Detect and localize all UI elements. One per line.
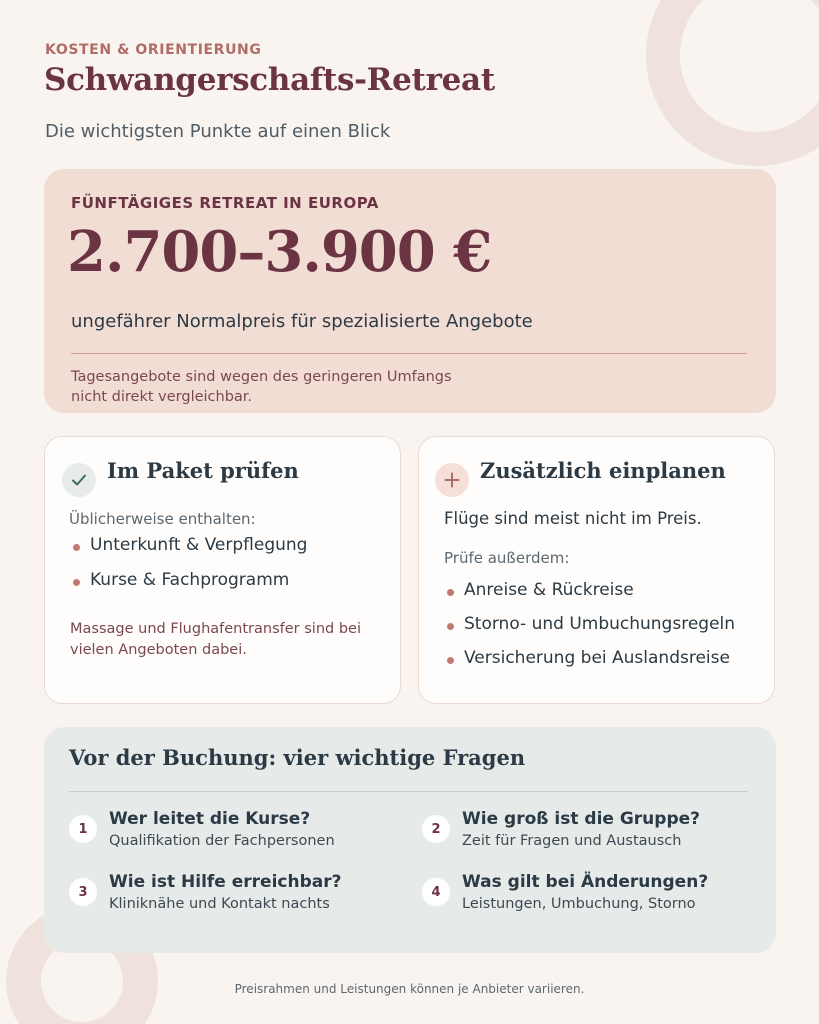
list-item	[444, 614, 735, 648]
included-list	[70, 535, 307, 605]
bullet-icon	[447, 623, 454, 630]
plus-icon	[435, 463, 469, 497]
price-card	[44, 169, 776, 413]
page-title: Schwangerschafts-Retreat	[44, 62, 495, 98]
bullet-icon	[73, 544, 80, 551]
check-icon	[62, 463, 96, 497]
bullet-icon	[447, 589, 454, 596]
footer-note: Preisrahmen und Leistungen können je Anbieter variieren.	[234, 982, 585, 996]
question-detail: Zeit für Fragen und Austausch	[462, 833, 682, 849]
list-item-label: Versicherung bei Auslandsreise	[464, 648, 730, 668]
included-lead: Üblicherweise enthalten:	[69, 510, 256, 528]
price-label: FÜNFTÄGIGES RETREAT IN EUROPA	[71, 194, 379, 212]
extra-sub: Prüfe außerdem:	[444, 549, 570, 567]
extra-title: Zusätzlich einplanen	[480, 458, 726, 483]
included-note: Massage und Flughafentransfer sind bei vielen Angeboten dabei.	[70, 621, 361, 658]
list-item	[70, 570, 307, 605]
question-detail: Leistungen, Umbuchung, Storno	[462, 896, 696, 912]
question-number: 3	[69, 878, 97, 906]
divider	[69, 791, 748, 792]
price-note: Tagesangebote sind wegen des geringeren Umfangs nicht direkt vergleichbar.	[71, 369, 452, 405]
question-title: Was gilt bei Änderungen?	[462, 872, 709, 892]
question-detail: Kliniknähe und Kontakt nachts	[109, 896, 330, 912]
question-title: Wer leitet die Kurse?	[109, 809, 311, 829]
included-title: Im Paket prüfen	[107, 458, 299, 483]
list-item	[444, 580, 735, 614]
extra-lead: Flüge sind meist nicht im Preis.	[444, 509, 702, 528]
page-subtitle: Die wichtigsten Punkte auf einen Blick	[45, 121, 391, 142]
question-number: 2	[422, 815, 450, 843]
question-number: 1	[69, 815, 97, 843]
question-number: 4	[422, 878, 450, 906]
list-item-label: Kurse & Fachprogramm	[90, 570, 290, 590]
price-description: ungefährer Normalpreis für spezialisierte Angebote	[71, 311, 533, 332]
question-title: Wie groß ist die Gruppe?	[462, 809, 701, 829]
decorative-ring-top-right	[646, 0, 819, 166]
questions-title: Vor der Buchung: vier wichtige Fragen	[69, 745, 526, 770]
extra-card	[418, 436, 775, 704]
question-title: Wie ist Hilfe erreichbar?	[109, 872, 342, 892]
list-item	[444, 648, 735, 682]
list-item-label: Unterkunft & Verpflegung	[90, 535, 308, 555]
list-item-label: Anreise & Rückreise	[464, 580, 634, 600]
bullet-icon	[447, 657, 454, 664]
price-value: 2.700–3.900 €	[67, 219, 492, 285]
included-card	[44, 436, 401, 704]
extra-list	[444, 580, 735, 682]
bullet-icon	[73, 579, 80, 586]
questions-panel	[44, 727, 776, 953]
eyebrow-label: KOSTEN & ORIENTIERUNG	[45, 42, 262, 58]
list-item-label: Storno- und Umbuchungsregeln	[464, 614, 736, 634]
list-item	[70, 535, 307, 570]
divider	[71, 353, 747, 354]
question-detail: Qualifikation der Fachpersonen	[109, 833, 335, 849]
